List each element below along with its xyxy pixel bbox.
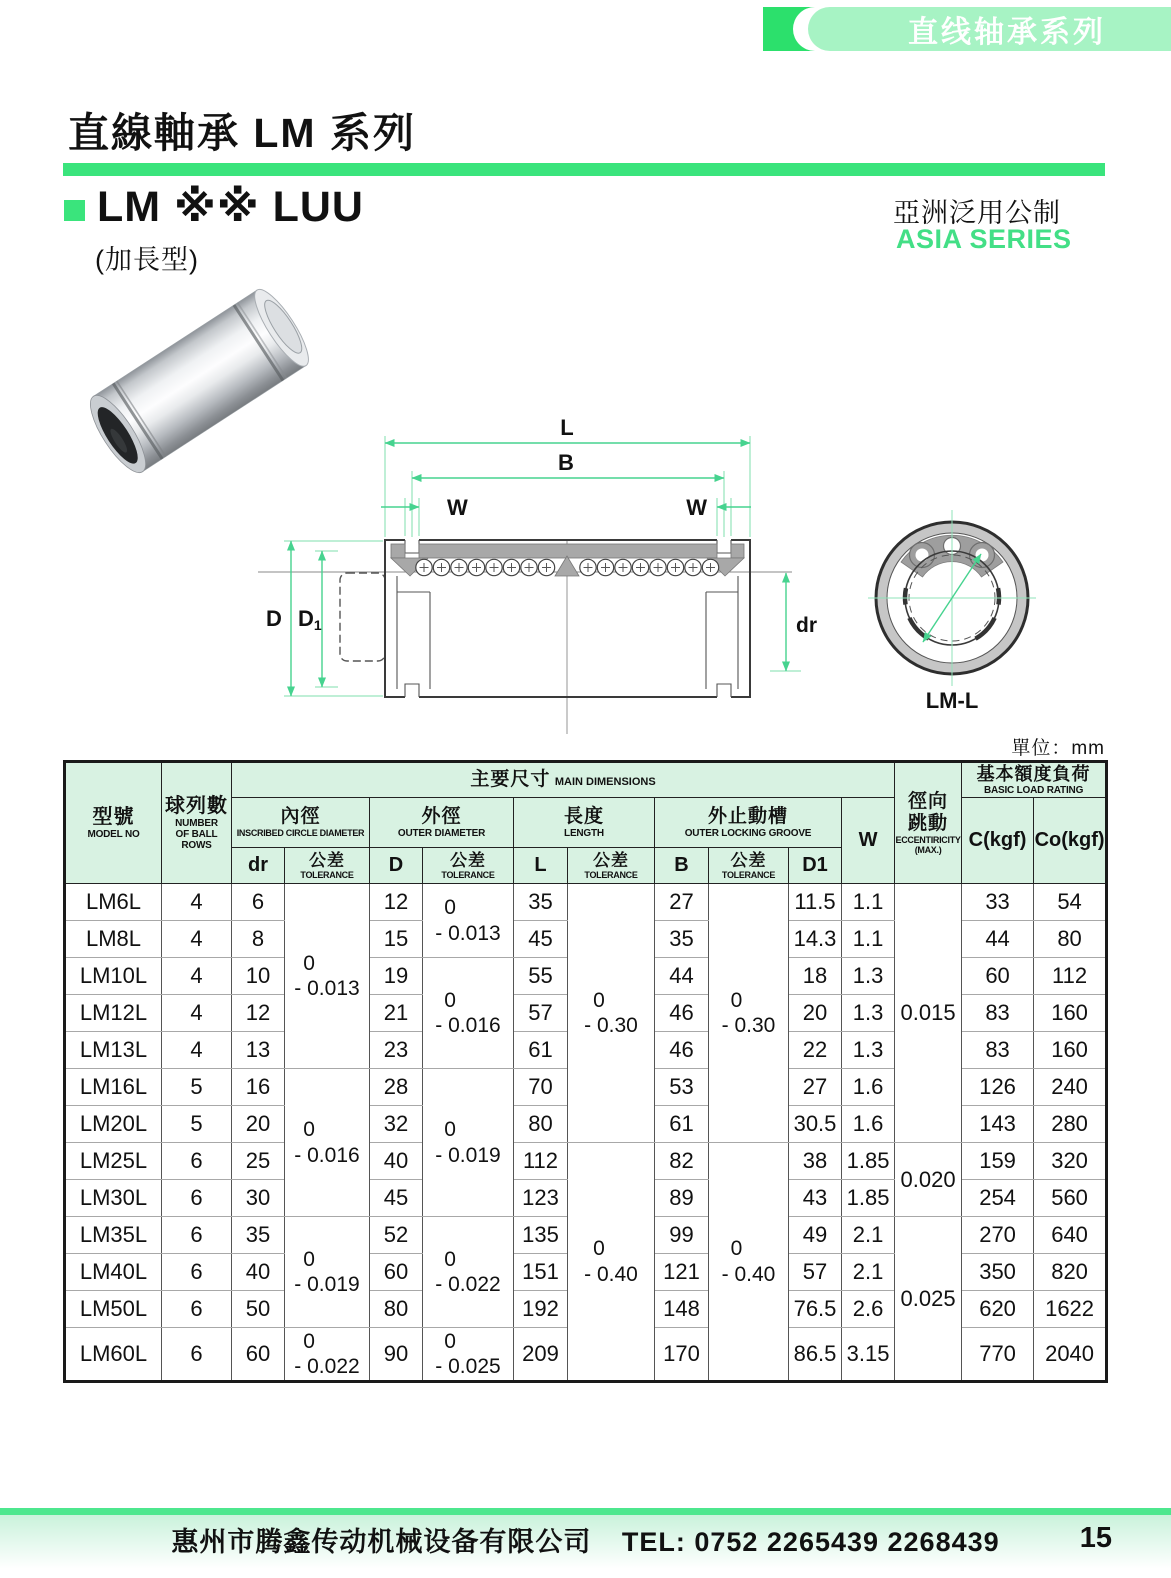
bullet-square-icon xyxy=(64,200,85,221)
cell-W: 1.3 xyxy=(842,995,895,1032)
cell-D: 52 xyxy=(370,1217,423,1254)
cell-ecc: 0.015 xyxy=(895,884,962,1143)
cell-ecc: 0.020 xyxy=(895,1143,962,1217)
cell-B: 121 xyxy=(655,1254,709,1291)
cell-D1: 18 xyxy=(789,958,842,995)
series-label-en: ASIA SERIES xyxy=(896,224,1072,254)
cell-ball-rows: 4 xyxy=(162,884,232,921)
cell-model: LM50L xyxy=(65,1291,162,1328)
cell-ball-rows: 6 xyxy=(162,1254,232,1291)
cell-dr: 50 xyxy=(232,1291,285,1328)
cell-D: 90 xyxy=(370,1328,423,1382)
cell-model: LM40L xyxy=(65,1254,162,1291)
cell-B_tol: 0 - 0.40 xyxy=(709,1143,789,1382)
dim-label-B: B xyxy=(558,450,574,475)
cell-dr: 12 xyxy=(232,995,285,1032)
cell-Co: 80 xyxy=(1034,921,1107,958)
cell-model: LM20L xyxy=(65,1106,162,1143)
cell-ball-rows: 5 xyxy=(162,1106,232,1143)
cell-model: LM12L xyxy=(65,995,162,1032)
cell-D1: 30.5 xyxy=(789,1106,842,1143)
cell-B: 148 xyxy=(655,1291,709,1328)
cell-Co: 160 xyxy=(1034,995,1107,1032)
cell-model: LM10L xyxy=(65,958,162,995)
cell-dr: 30 xyxy=(232,1180,285,1217)
cell-dr: 10 xyxy=(232,958,285,995)
cell-W: 2.1 xyxy=(842,1254,895,1291)
cell-D_tol: 0 - 0.013 xyxy=(423,884,514,958)
cell-dr_tol: 0 - 0.019 xyxy=(285,1217,370,1328)
col-header-D: D xyxy=(370,848,423,884)
cell-C: 44 xyxy=(962,921,1034,958)
cell-model: LM60L xyxy=(65,1328,162,1382)
col-header-length: 長度 LENGTH xyxy=(514,798,655,848)
cell-D: 40 xyxy=(370,1143,423,1180)
cell-model: LM30L xyxy=(65,1180,162,1217)
cell-ball-rows: 6 xyxy=(162,1180,232,1217)
cell-Co: 320 xyxy=(1034,1143,1107,1180)
col-header-W: W xyxy=(842,798,895,884)
cell-dr_tol: 0 - 0.022 xyxy=(285,1328,370,1382)
cell-C: 83 xyxy=(962,995,1034,1032)
product-name: LM ※※ LUU xyxy=(97,183,364,231)
cell-C: 60 xyxy=(962,958,1034,995)
col-header-C: C(kgf) xyxy=(962,798,1034,884)
cell-Co: 160 xyxy=(1034,1032,1107,1069)
col-header-eccentricity: 徑向 跳動 ECCENTIRICITY (MAX.) xyxy=(895,762,962,884)
cell-B: 89 xyxy=(655,1180,709,1217)
cell-model: LM35L xyxy=(65,1217,162,1254)
cell-B: 99 xyxy=(655,1217,709,1254)
cell-L: 151 xyxy=(514,1254,568,1291)
cell-B: 53 xyxy=(655,1069,709,1106)
cell-D_tol: 0 - 0.016 xyxy=(423,958,514,1069)
cell-dr: 6 xyxy=(232,884,285,921)
banner-light-segment xyxy=(808,7,1171,51)
cell-L: 70 xyxy=(514,1069,568,1106)
cell-W: 1.6 xyxy=(842,1069,895,1106)
cell-B: 61 xyxy=(655,1106,709,1143)
cell-W: 1.3 xyxy=(842,1032,895,1069)
cell-ball-rows: 4 xyxy=(162,958,232,995)
col-header-outer-diameter: 外徑 OUTER DIAMETER xyxy=(370,798,514,848)
series-label-zh: 亞洲泛用公制 xyxy=(893,198,1061,228)
page-title: 直線軸承 LM 系列 xyxy=(68,110,416,156)
cell-D: 28 xyxy=(370,1069,423,1106)
dim-label-dr: dr xyxy=(796,614,817,637)
cell-D: 12 xyxy=(370,884,423,921)
cell-D1: 11.5 xyxy=(789,884,842,921)
cell-model: LM16L xyxy=(65,1069,162,1106)
cell-Co: 820 xyxy=(1034,1254,1107,1291)
cell-D1: 22 xyxy=(789,1032,842,1069)
col-header-dr: dr xyxy=(232,848,285,884)
cell-W: 1.1 xyxy=(842,884,895,921)
cell-ball-rows: 4 xyxy=(162,921,232,958)
col-header-D-tolerance: 公差 TOLERANCE xyxy=(423,848,514,884)
col-header-main-dimensions: 主要尺寸 MAIN DIMENSIONS xyxy=(232,762,895,798)
cell-model: LM13L xyxy=(65,1032,162,1069)
cell-D: 60 xyxy=(370,1254,423,1291)
dim-label-D1: D1 xyxy=(298,606,322,633)
cell-W: 2.1 xyxy=(842,1217,895,1254)
cell-dr_tol: 0 - 0.016 xyxy=(285,1069,370,1217)
cell-C: 143 xyxy=(962,1106,1034,1143)
cell-W: 1.1 xyxy=(842,921,895,958)
cell-B_tol: 0 - 0.30 xyxy=(709,884,789,1143)
dim-label-L: L xyxy=(560,415,574,440)
cell-D1: 14.3 xyxy=(789,921,842,958)
cell-ball-rows: 4 xyxy=(162,995,232,1032)
col-header-B-tolerance: 公差 TOLERANCE xyxy=(709,848,789,884)
cell-D1: 76.5 xyxy=(789,1291,842,1328)
cell-D1: 86.5 xyxy=(789,1328,842,1382)
col-header-inner-diameter: 內徑 INSCRIBED CIRCLE DIAMETER xyxy=(232,798,370,848)
cell-Co: 1622 xyxy=(1034,1291,1107,1328)
cell-dr: 40 xyxy=(232,1254,285,1291)
cell-L: 135 xyxy=(514,1217,568,1254)
end-view-label: LM-L xyxy=(925,688,979,713)
cell-ball-rows: 6 xyxy=(162,1143,232,1180)
cell-D: 15 xyxy=(370,921,423,958)
cell-dr_tol: 0 - 0.013 xyxy=(285,884,370,1069)
cell-B: 46 xyxy=(655,995,709,1032)
cell-model: LM8L xyxy=(65,921,162,958)
col-header-basic-load: 基本額度負荷 BASIC LOAD RATING xyxy=(962,762,1107,798)
col-header-model: 型號 MODEL NO xyxy=(65,762,162,884)
cell-D_tol: 0 - 0.022 xyxy=(423,1217,514,1328)
technical-drawing xyxy=(250,415,1120,735)
col-header-L-tolerance: 公差 TOLERANCE xyxy=(568,848,655,884)
cell-ball-rows: 4 xyxy=(162,1032,232,1069)
footer-company: 惠州市腾鑫传动机械设备有限公司 xyxy=(171,1527,592,1557)
footer-page-number: 15 xyxy=(1079,1522,1112,1554)
cell-ball-rows: 6 xyxy=(162,1217,232,1254)
cell-D: 23 xyxy=(370,1032,423,1069)
cell-C: 159 xyxy=(962,1143,1034,1180)
cell-C: 83 xyxy=(962,1032,1034,1069)
cell-dr: 16 xyxy=(232,1069,285,1106)
footer-accent-line xyxy=(0,1508,1171,1515)
col-header-ball-rows: 球列數 NUMBER OF BALL ROWS xyxy=(162,762,232,884)
cell-B: 170 xyxy=(655,1328,709,1382)
cell-L_tol: 0 - 0.40 xyxy=(568,1143,655,1382)
cell-W: 1.85 xyxy=(842,1180,895,1217)
cell-L: 123 xyxy=(514,1180,568,1217)
title-underline xyxy=(63,163,1105,176)
cell-C: 350 xyxy=(962,1254,1034,1291)
cell-D1: 20 xyxy=(789,995,842,1032)
cell-B: 44 xyxy=(655,958,709,995)
cell-dr: 20 xyxy=(232,1106,285,1143)
cell-L: 209 xyxy=(514,1328,568,1382)
cell-D1: 49 xyxy=(789,1217,842,1254)
col-header-L: L xyxy=(514,848,568,884)
cell-B: 82 xyxy=(655,1143,709,1180)
cell-model: LM6L xyxy=(65,884,162,921)
cell-D: 45 xyxy=(370,1180,423,1217)
cell-W: 1.85 xyxy=(842,1143,895,1180)
cell-B: 35 xyxy=(655,921,709,958)
dim-label-W-right: W xyxy=(686,495,707,520)
cell-C: 33 xyxy=(962,884,1034,921)
cell-C: 254 xyxy=(962,1180,1034,1217)
cell-W: 1.6 xyxy=(842,1106,895,1143)
top-banner xyxy=(763,7,1171,51)
cell-L: 192 xyxy=(514,1291,568,1328)
cell-L: 57 xyxy=(514,995,568,1032)
cell-C: 270 xyxy=(962,1217,1034,1254)
cell-ball-rows: 6 xyxy=(162,1291,232,1328)
cell-L: 80 xyxy=(514,1106,568,1143)
col-header-B: B xyxy=(655,848,709,884)
unit-note: 單位：mm xyxy=(1011,738,1105,759)
col-header-D1: D1 xyxy=(789,848,842,884)
end-view xyxy=(868,510,1036,686)
cell-dr: 60 xyxy=(232,1328,285,1382)
cell-L_tol: 0 - 0.30 xyxy=(568,884,655,1143)
cell-D1: 38 xyxy=(789,1143,842,1180)
cell-model: LM25L xyxy=(65,1143,162,1180)
cell-D: 21 xyxy=(370,995,423,1032)
cell-C: 620 xyxy=(962,1291,1034,1328)
cell-Co: 560 xyxy=(1034,1180,1107,1217)
cell-B: 27 xyxy=(655,884,709,921)
cell-D_tol: 0 - 0.019 xyxy=(423,1069,514,1217)
cell-L: 61 xyxy=(514,1032,568,1069)
cell-Co: 112 xyxy=(1034,958,1107,995)
cell-dr: 25 xyxy=(232,1143,285,1180)
cell-L: 35 xyxy=(514,884,568,921)
banner-series-title: 直线轴承系列 xyxy=(908,16,1106,49)
product-type-note: (加長型) xyxy=(95,245,199,275)
cell-W: 3.15 xyxy=(842,1328,895,1382)
cell-W: 1.3 xyxy=(842,958,895,995)
cell-D: 32 xyxy=(370,1106,423,1143)
col-header-dr-tolerance: 公差 TOLERANCE xyxy=(285,848,370,884)
cell-dr: 35 xyxy=(232,1217,285,1254)
cell-ecc: 0.025 xyxy=(895,1217,962,1382)
cell-ball-rows: 6 xyxy=(162,1328,232,1382)
cell-dr: 8 xyxy=(232,921,285,958)
cell-Co: 640 xyxy=(1034,1217,1107,1254)
footer-company-line xyxy=(0,1520,1171,1559)
cell-D_tol: 0 - 0.025 xyxy=(423,1328,514,1382)
cell-D1: 27 xyxy=(789,1069,842,1106)
cell-C: 126 xyxy=(962,1069,1034,1106)
cell-B: 46 xyxy=(655,1032,709,1069)
cell-D: 80 xyxy=(370,1291,423,1328)
cell-L: 112 xyxy=(514,1143,568,1180)
section-view xyxy=(385,536,750,701)
col-header-locking-groove: 外止動槽 OUTER LOCKING GROOVE xyxy=(655,798,842,848)
cell-Co: 2040 xyxy=(1034,1328,1107,1382)
cell-W: 2.6 xyxy=(842,1291,895,1328)
cell-D1: 57 xyxy=(789,1254,842,1291)
dim-label-D: D xyxy=(266,606,282,631)
dashed-shaft xyxy=(340,573,385,661)
cell-C: 770 xyxy=(962,1328,1034,1382)
page-footer xyxy=(0,1508,1171,1578)
cell-dr: 13 xyxy=(232,1032,285,1069)
cell-D: 19 xyxy=(370,958,423,995)
cell-ball-rows: 5 xyxy=(162,1069,232,1106)
cell-Co: 280 xyxy=(1034,1106,1107,1143)
cell-L: 55 xyxy=(514,958,568,995)
footer-telephone: TEL: 0752 2265439 2268439 xyxy=(621,1527,1000,1557)
col-header-Co: Co(kgf) xyxy=(1034,798,1107,884)
cell-D1: 43 xyxy=(789,1180,842,1217)
dim-label-W-left: W xyxy=(447,495,468,520)
dimension-table xyxy=(63,760,1108,1383)
cell-L: 45 xyxy=(514,921,568,958)
cell-Co: 240 xyxy=(1034,1069,1107,1106)
cell-Co: 54 xyxy=(1034,884,1107,921)
